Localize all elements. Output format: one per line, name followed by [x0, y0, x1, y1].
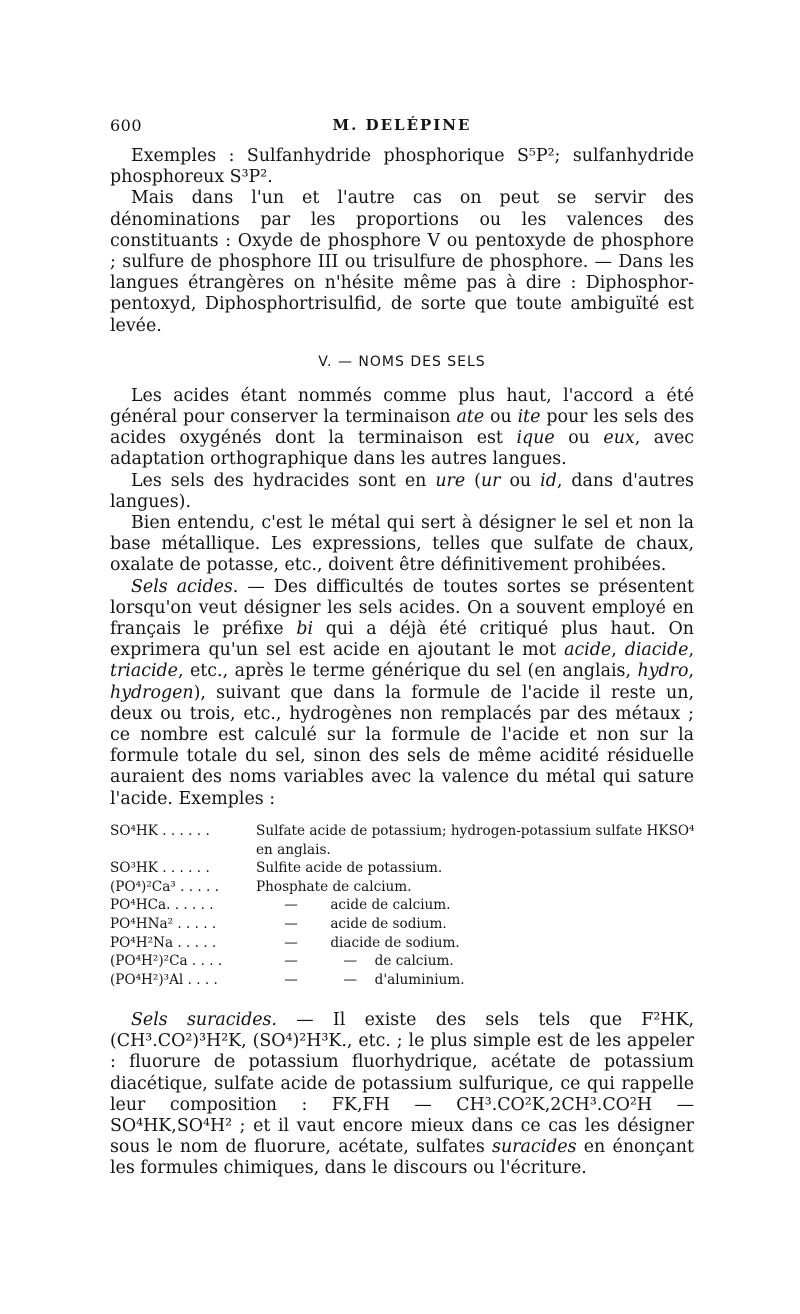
ditto-dash: — — [284, 897, 298, 914]
salt-name-continued: en anglais. — [256, 841, 331, 858]
salt-formula: PO⁴HCa. . . . . . — [110, 897, 214, 914]
salt-formula: (PO⁴H²)³Al . . . . — [110, 971, 218, 988]
running-head: M. DELÉPINE — [332, 116, 472, 134]
table-row — [110, 915, 700, 934]
paragraph-metal-naming: Bien entendu, c'est le métal qui sert à désigner le sel et non la base métallique. Les expressions, telles que sulfate de chaux, oxalate de potasse, etc., doivent être définitivement prohibées. — [110, 513, 694, 576]
salt-name: — acide de calcium. — [256, 896, 700, 915]
salt-name: — diacide de sodium. — [256, 934, 700, 953]
salts-examples-table — [110, 822, 700, 989]
paragraph-acid-salts: Sels acides. — Des difficultés de toutes sortes se présentent lorsqu'on veut désigner les sels acides. On a souvent employé en français le préfixe bi qui a déjà été critiqué plus haut. On exprimera qu'un sel est acide en ajoutant le mot acide, diacide, triacide, etc., après le terme générique du sel (en anglais, hydro, hydrogen), suivant que dans la formule de l'acide il reste un, deux ou trois, etc., hydrogènes non remplacés par des métaux ; ce nombre est calculé sur la formule de l'acide et non sur la formule totale du sel, sinon des sels de même acidité résiduelle auraient des noms variables avec la valence du métal qui sature l'acide. Exemples : — [110, 576, 695, 809]
table-row — [110, 934, 700, 953]
ditto-dash: — — [284, 971, 298, 988]
table-row — [110, 822, 700, 859]
paragraph-examples: Exemples : Sulfanhydride phosphorique S⁵P²; sulfanhydride phosphoreux S³P². — [110, 146, 694, 188]
table-row — [110, 859, 700, 878]
salt-name: — — de calcium. — [256, 952, 700, 971]
salt-formula: PO⁴H²Na . . . . . — [110, 934, 217, 951]
salt-name: — — d'aluminium. — [256, 971, 700, 990]
salt-formula: (PO⁴H²)²Ca . . . . — [110, 953, 223, 970]
section-title: V. — NOMS DES SELS — [318, 353, 486, 370]
ditto-dash: — — [284, 953, 298, 970]
table-row — [110, 971, 700, 990]
paragraph-superacid-salts: Sels suracides. — Il existe des sels tels que F²HK, (CH³.CO²)³H²K, (SO⁴)²H³K., etc. ; le plus simple est de les appeler : fluorure de potassium fluorhydrique, acétate de potassium diacétique, sulfate acide de potassium sulfurique, ce qui rappelle leur composition : FK,FH — CH³.CO²K,2CH³.CO²H — SO⁴HK,SO⁴H² ; et il vaut encore mieux dans ce cas les désigner sous le nom de fluorure, acétate, sulfates suracides en énonçant les formules chimiques, dans le discours ou l'écriture. — [110, 1010, 694, 1179]
ditto-dash: — — [343, 971, 358, 988]
salt-formula: SO³HK . . . . . . — [110, 860, 210, 877]
table-row — [110, 952, 700, 971]
ditto-dash: — — [284, 934, 298, 951]
paragraph-hydracids: Les sels des hydracides sont en ure (ur ou id, dans d'autres langues). — [110, 470, 694, 512]
paragraph-ambiguity: Mais dans l'un et l'autre cas on peut se servir des dénominations par les proportions ou les valences des constituants : Oxyde de phosphore V ou pentoxyde de phosphore ; sulfure de phosphore III ou trisulfure de phosphore. — Dans les langues étrangères on n'hésite même pas à dire : Diphosphor-pentoxyd, Diphosphortrisulfid, de sorte que toute ambiguïté est levée. — [110, 188, 694, 336]
ditto-dash: — — [284, 915, 298, 932]
paragraph-acid-names: Les acides étant nommés comme plus haut, l'accord a été général pour conserver la terminaison ate ou ite pour les sels des acides oxygénés dont la terminaison est ique ou eux, avec adaptation orthographique dans les autres langues. — [110, 385, 695, 470]
salt-name: Phosphate de calcium. — [256, 878, 412, 895]
salt-formula: SO⁴HK . . . . . . — [110, 823, 210, 839]
page-header — [110, 116, 694, 140]
main-text-continued — [110, 1010, 694, 1180]
salt-name: Sulfate acide de potassium; hydrogen-potassium sulfate HKSO⁴ en anglais. — [256, 823, 695, 858]
salt-name: — acide de sodium. — [256, 915, 700, 934]
table-row — [110, 878, 700, 897]
main-text — [110, 146, 694, 810]
table-row — [110, 896, 700, 915]
ditto-dash: — — [343, 953, 358, 970]
salt-name: Sulfite acide de potassium. — [256, 860, 443, 877]
page-number: 600 — [110, 116, 143, 135]
salt-formula: (PO⁴)²Ca³ . . . . . — [110, 878, 219, 895]
salt-formula: PO⁴HNa² . . . . . — [110, 915, 217, 932]
